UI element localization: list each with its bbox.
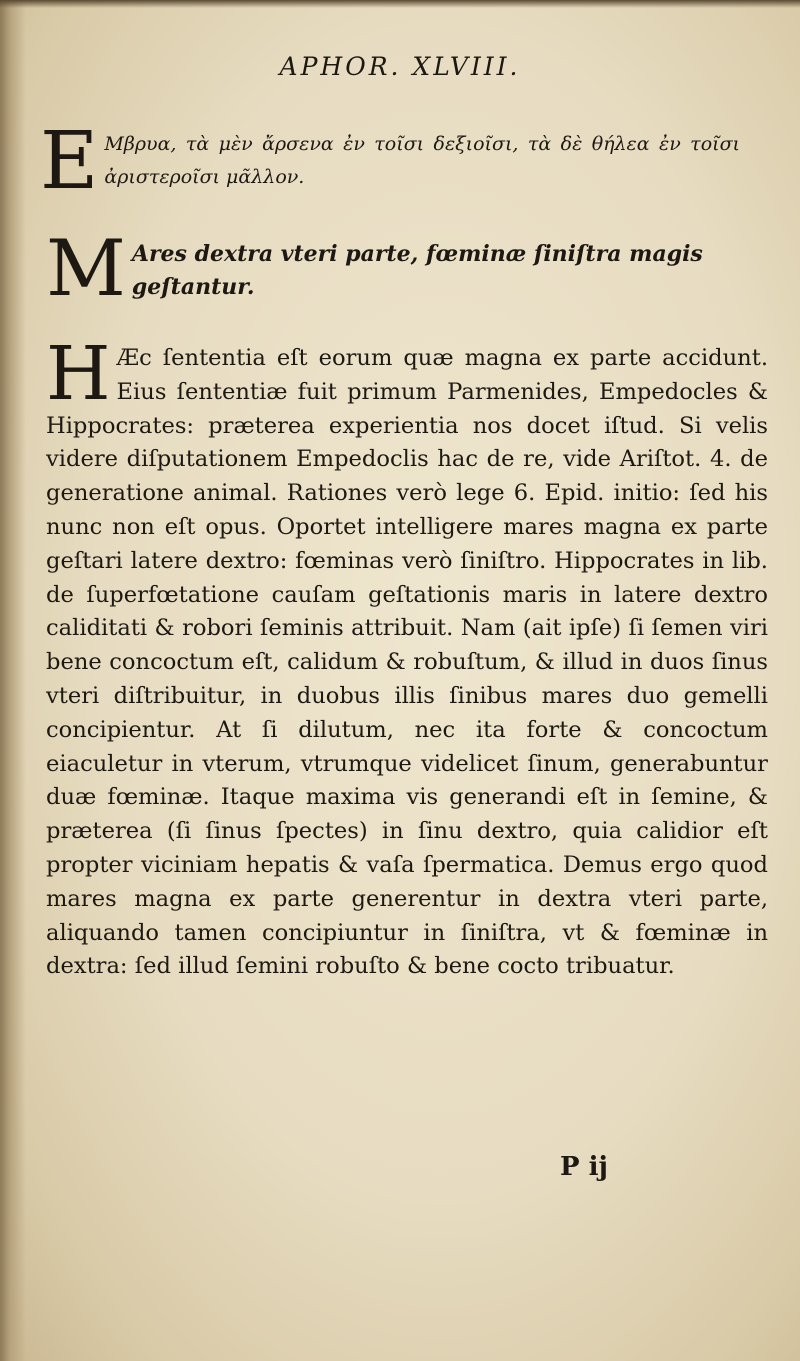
latin-aphorism [46,224,746,314]
latin-aphorism-text: Ares dextra vteri parte, fœminæ ſiniſtra magis geſtantur. [131,241,703,300]
page-top-edge [0,0,800,8]
greek-aphorism [40,114,740,207]
signature-mark: P ij [560,1152,608,1182]
commentary-drop-cap: H [46,331,111,417]
greek-drop-cap: E [40,114,99,207]
commentary [46,331,768,984]
commentary-text: Æc ſententia eſt eorum quæ magna ex parte accidunt. Eius ſententiæ fuit primum Parmenides, Empedocles & Hippocrates: præterea experientia nos docet iſtud. Si velis videre diſputationem Empedoclis hac de re, vide Ariſtot. 4. de generatione animal. Rationes verò lege 6. Epid. initio: ſed his nunc non eſt opus. Oportet intelligere mares magna ex parte geſtari latere dextro: fœminas verò ſiniſtro. Hippocrates in lib. de ſuperfœtatione cauſam geſtationis maris in latere dextro caliditati & robori ſeminis attribuit. Nam (ait ipſe) ſi ſemen viri bene concoctum eſt, calidum & robuſtum, & illud in duos ſinus vteri diſtribuitur, in duobus illis ſinibus mares duo gemelli concipientur. At ſi dilutum, nec ita forte & concoctum eiaculetur in vterum, vtrumque videlicet ſinum, generabuntur duæ fœminæ. Itaque maxima vis generandi eſt in ſemine, & præterea (ſi ſinus ſpectes) in ſinu dextro, quia calidior eſt propter viciniam hepatis & vaſa ſpermatica. Demus ergo quod mares magna ex parte generentur in dextra vteri parte, aliquando tamen concipiuntur in ſiniſtra, vt & fœminæ in dextra: ſed illud ſemini robuſto & bene cocto tribuatur. [46,345,768,980]
running-header: APHOR. XLVIII. [279,52,521,81]
latin-drop-cap: M [46,224,126,314]
page-gutter-shadow [0,0,26,1361]
greek-aphorism-text: Μβρυα, τὰ μὲν ἄρσενα ἐν τοῖσι δεξιοῖσι, τὰ δὲ θήλεα ἐν τοῖσι ἀριστεροῖσι μᾶλλον. [104,133,740,188]
